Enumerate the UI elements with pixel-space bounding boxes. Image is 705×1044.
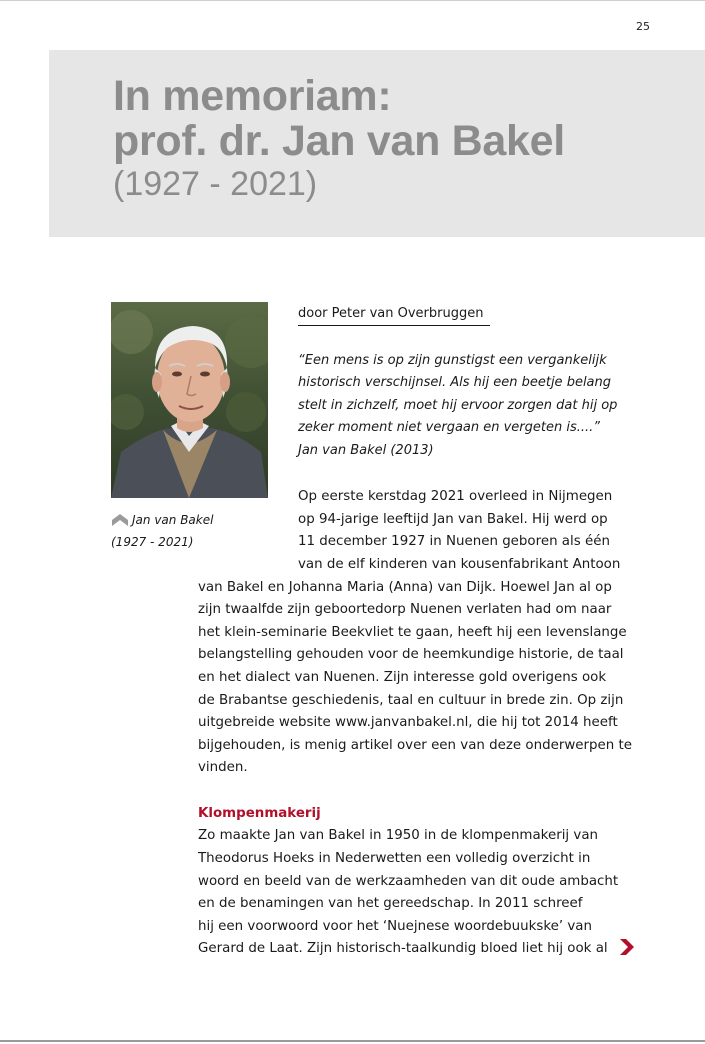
paragraph-line: op 94-jarige leeftijd Jan van Bakel. Hij werd op bbox=[298, 512, 608, 527]
paragraph-line: en het dialect van Nuenen. Zijn interesse gold overigens ook bbox=[198, 670, 607, 685]
page-top-border bbox=[0, 0, 705, 1]
paragraph-line: uitgebreide website www.janvanbakel.nl, die hij tot 2014 heeft bbox=[198, 715, 618, 730]
quote-line: “Een mens is op zijn gunstigst een vergankelijk bbox=[298, 353, 607, 368]
photo-caption-years: (1927 - 2021) bbox=[111, 535, 194, 549]
page-title-line-1: In memoriam: bbox=[113, 72, 392, 120]
quote-attribution: Jan van Bakel (2013) bbox=[298, 443, 434, 458]
page-title-years: (1927 - 2021) bbox=[113, 165, 318, 203]
portrait-photo bbox=[111, 302, 268, 498]
page-number: 25 bbox=[636, 20, 650, 33]
quote-line: historisch verschijnsel. Als hij een beetje belang bbox=[298, 375, 612, 390]
paragraph-line: Gerard de Laat. Zijn historisch-taalkundig bloed liet hij ook al bbox=[198, 941, 608, 956]
paragraph-line: Op eerste kerstdag 2021 overleed in Nijmegen bbox=[298, 489, 613, 504]
paragraph-line: de Brabantse geschiedenis, taal en cultuur in brede zin. Op zijn bbox=[198, 693, 624, 708]
page-title-line-2: prof. dr. Jan van Bakel bbox=[113, 117, 565, 165]
paragraph-line: vinden. bbox=[198, 760, 248, 775]
paragraph-line: hij een voorwoord voor het ‘Nuejnese woordebuukske’ van bbox=[198, 919, 592, 934]
paragraph-line: Zo maakte Jan van Bakel in 1950 in de klompenmakerij van bbox=[198, 828, 599, 843]
paragraph-line: zijn twaalfde zijn geboortedorp Nuenen verlaten had om naar bbox=[198, 602, 612, 617]
quote-line: zeker moment niet vergaan en vergeten is....” bbox=[298, 420, 601, 435]
paragraph-line: 11 december 1927 in Nuenen geboren als één bbox=[298, 534, 610, 549]
chevron-right-icon bbox=[620, 939, 634, 955]
section-heading: Klompenmakerij bbox=[198, 806, 321, 821]
paragraph-line: van de elf kinderen van kousenfabrikant Antoon bbox=[298, 557, 621, 572]
paragraph-line: belangstelling gehouden voor de heemkundige historie, de taal bbox=[198, 647, 624, 662]
paragraph-line: woord en beeld van de werkzaamheden van dit oude ambacht bbox=[198, 874, 619, 889]
photo-caption-name: Jan van Bakel bbox=[132, 513, 214, 527]
paragraph-line: bijgehouden, is menig artikel over een van deze onderwerpen te bbox=[198, 738, 633, 753]
author-byline: door Peter van Overbruggen bbox=[298, 306, 490, 326]
quote-line: stelt in zichzelf, moet hij ervoor zorgen dat hij op bbox=[298, 398, 618, 413]
paragraph-line: het klein-seminarie Beekvliet te gaan, heeft hij een levenslange bbox=[198, 625, 627, 640]
page-bottom-border bbox=[0, 1040, 705, 1042]
chevron-up-icon bbox=[112, 514, 128, 526]
paragraph-line: Theodorus Hoeks in Nederwetten een volledig overzicht in bbox=[198, 851, 591, 866]
paragraph-line: van Bakel en Johanna Maria (Anna) van Dijk. Hoewel Jan al op bbox=[198, 580, 612, 595]
paragraph-line: en de benamingen van het gereedschap. In 2011 schreef bbox=[198, 896, 583, 911]
